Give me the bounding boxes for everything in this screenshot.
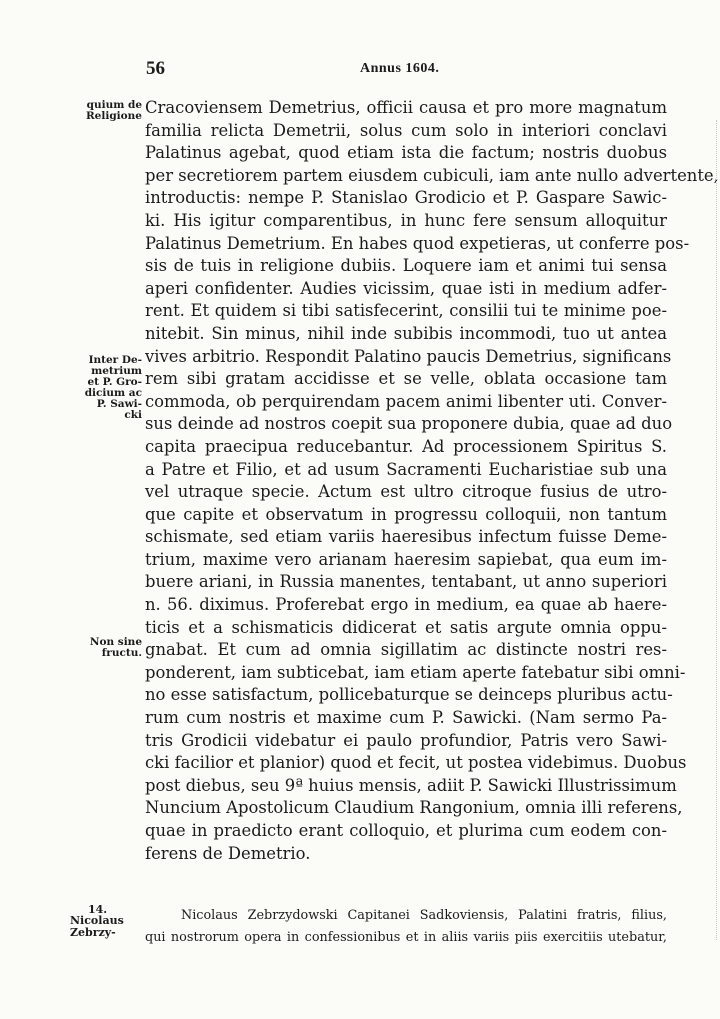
text-line: introductis: nempe P. Stanislao Grodicio et P. Gaspare Sawic- [145, 188, 667, 208]
margin-note-line: metrium [91, 365, 142, 377]
text-line: Palatinus agebat, quod etiam ista die factum; nostris duobus [145, 143, 667, 163]
margin-note-line: fructu. [101, 647, 142, 659]
text-line: ticis et a schismaticis didicerat et satis argute omnia oppu- [145, 617, 667, 637]
text-line: que capite et observatum in progressu colloquii, non tantum [145, 504, 667, 524]
text-line: capita praecipua reducebantur. Ad processionem Spiritus S. [145, 436, 667, 456]
footnote-number: 14. [88, 903, 108, 916]
margin-note-non-sine-fructu [70, 637, 142, 659]
main-text [145, 97, 719, 865]
text-line: nitebit. Sin minus, nihil inde subibis incommodi, tuo ut antea [145, 323, 667, 343]
text-line: quae in praedicto erant colloquio, et plurima cum eodem con- [145, 821, 667, 840]
footnote-margin [70, 915, 136, 939]
text-line: sus deinde ad nostros coepit sua proponere dubia, quae ad duo [145, 414, 673, 434]
text-line: gnabat. Et cum ad omnia sigillatim ac distincte nostri res- [145, 640, 667, 660]
scan-edge [716, 120, 718, 940]
text-line: schismate, sed etiam variis haeresibus infectum fuisse Deme- [145, 527, 667, 547]
margin-note-line: quium de [86, 99, 142, 111]
text-line: commoda, ob perquirendam pacem animi libenter uti. Conver- [145, 391, 667, 411]
text-line: ki. His igitur comparentibus, in hunc fere sensum alloquitur [145, 210, 667, 230]
text-line: a Patre et Filio, et ad usum Sacramenti Eucharistiae sub una [145, 459, 667, 479]
margin-note-line: P. Sawi- [96, 398, 142, 410]
text-line: aperi confidenter. Audies vicissim, quae isti in medium adfer- [145, 278, 667, 298]
running-head: Annus 1604. [360, 61, 440, 76]
text-line: Nuncium Apostolicum Claudium Rangonium, omnia illi referens, [145, 798, 683, 818]
text-line: buere ariani, in Russia manentes, tentabant, ut anno superiori [145, 572, 667, 592]
text-line: per secretiorem partem eiusdem cubiculi, iam ante nullo advertente, [145, 165, 719, 185]
text-line: sis de tuis in religione dubiis. Loquere iam et animi tui sensa [145, 256, 667, 276]
margin-note-religion [70, 100, 142, 122]
text-line: post diebus, seu 9ª huius mensis, adiit P. Sawicki Illustrissimum [145, 775, 677, 795]
text-line: Cracoviensem Demetrius, officii causa et pro more magnatum [145, 98, 667, 117]
text-line: n. 56. diximus. Proferebat ergo in medium, ea quae ab haere- [145, 595, 667, 615]
footnote [145, 905, 667, 949]
text-line: rent. Et quidem si tibi satisfecerint, consilii tui te minime poe- [145, 301, 667, 321]
text-line: cki facilior et planior) quod et fecit, ut postea videbimus. Duobus [145, 753, 687, 773]
text-line: no esse satisfactum, pollicebaturque se deinceps pluribus actu- [145, 685, 673, 705]
text-line: ponderent, iam subticebat, iam etiam aperte fatebatur sibi omni- [145, 662, 686, 682]
footnote-line: Nicolaus Zebrzydowski Capitanei Sadkoviensis, Palatini fratris, filius, [181, 908, 667, 923]
margin-note-line: dicium ac [84, 387, 142, 399]
margin-note-line: Religione [85, 110, 142, 122]
margin-note-line: et P. Gro- [87, 376, 142, 388]
footnote-margin-line: Nicolaus [70, 914, 124, 927]
text-line: vel utraque specie. Actum est ultro citroque fusius de utro- [145, 482, 667, 502]
text-line: rum cum nostris et maxime cum P. Sawicki. (Nam sermo Pa- [145, 708, 667, 728]
margin-note-line: Inter De- [88, 354, 142, 366]
margin-note-line: cki [124, 409, 142, 421]
text-line: trium, maxime vero arianam haeresim sapiebat, qua eum im- [145, 549, 667, 569]
text-line: rem sibi gratam accidisse et se velle, oblata occasione tam [145, 369, 667, 389]
text-line: vives arbitrio. Respondit Palatino paucis Demetrius, significans [145, 346, 672, 366]
footnote-margin-line: Zebrzy- [70, 926, 116, 939]
margin-note-demetrius-grodicius [70, 355, 142, 421]
page-number: 56 [146, 58, 165, 79]
margin-note-line: Non sine [89, 636, 142, 648]
text-line: tris Grodicii videbatur ei paulo profundior, Patris vero Sawi- [145, 730, 667, 750]
text-line: ferens de Demetrio. [145, 843, 311, 863]
footnote-line: qui nostrorum opera in confessionibus et in aliis variis piis exercitiis utebatur, [145, 930, 667, 945]
text-line: Palatinus Demetrium. En habes quod expetieras, ut conferre pos- [145, 233, 690, 253]
text-line: familia relicta Demetrii, solus cum solo in interiori conclavi [145, 120, 667, 140]
